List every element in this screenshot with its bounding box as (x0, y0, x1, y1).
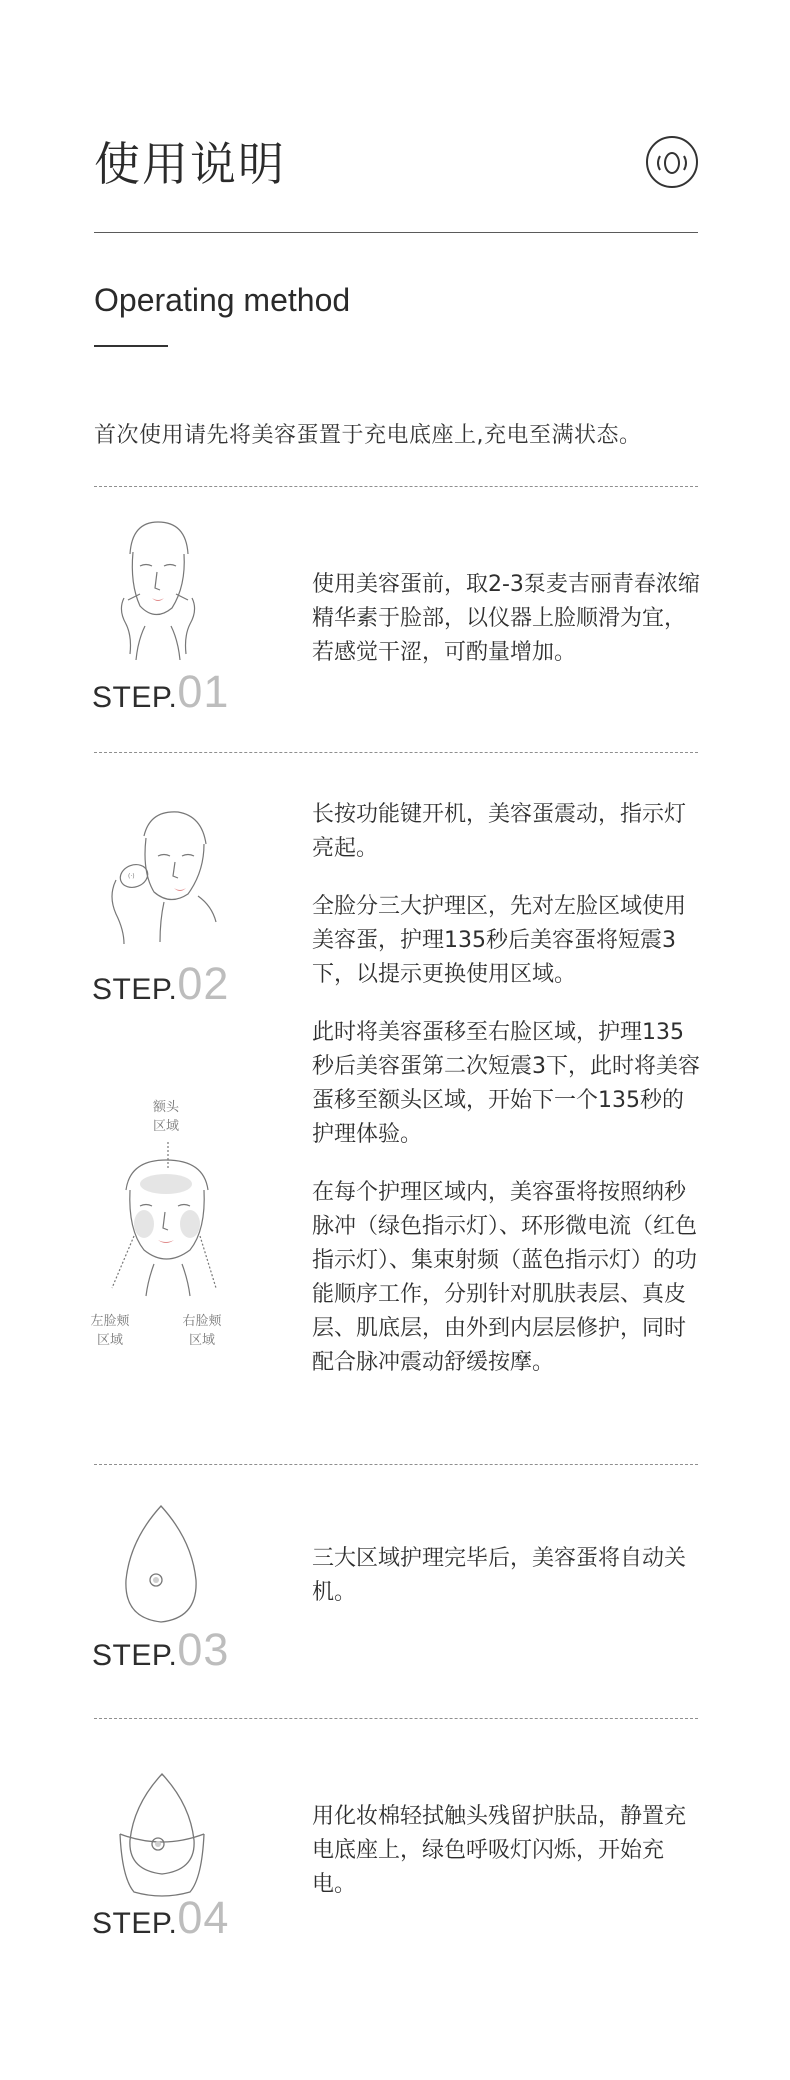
zone-label-right-cheek: 右脸颊 区域 (182, 1314, 222, 1348)
intro-text: 首次使用请先将美容蛋置于充电底座上,充电至满状态。 (94, 423, 642, 448)
step-01-text: 使用美容蛋前，取2-3泵麦吉丽青春浓缩精华素于脸部，以仪器上脸顺滑为宜，若感觉干涩，可酌量增加。 (312, 572, 700, 665)
face-applying-illustration (100, 514, 210, 664)
page-title: 使用说明 (94, 137, 286, 191)
subtitle-underline (94, 345, 168, 347)
svg-text:(·): (·) (128, 873, 135, 880)
beauty-egg-device-illustration (116, 1500, 206, 1630)
step-02-text-1: 长按功能键开机，美容蛋震动，指示灯亮起。 (312, 802, 687, 861)
section-subtitle: Operating method (94, 282, 351, 318)
step-02-text-2: 全脸分三大护理区，先对左脸区域使用美容蛋，护理135秒后美容蛋将短震3下，以提示更换使用区域。 (312, 894, 687, 987)
dashed-divider (94, 1718, 698, 1719)
step-02-text-3: 此时将美容蛋移至右脸区域，护理135秒后美容蛋第二次短震3下，此时将美容蛋移至额头区域，开始下一个135秒的护理体验。 (312, 1020, 700, 1147)
vibrating-egg-icon (645, 135, 699, 189)
step-02-text-4: 在每个护理区域内，美容蛋将按照纳秒脉冲（绿色指示灯）、环形微电流（红色指示灯）、集束射频（蓝色指示灯）的功能顺序工作，分别针对肌肤表层、真皮层、肌底层，由外到内层层修护，同时配合脉冲震动舒缓按摩。 (312, 1180, 698, 1375)
egg-on-charging-base-illustration (112, 1770, 212, 1900)
dashed-divider (94, 486, 698, 487)
dashed-divider (94, 1464, 698, 1465)
step-label-04: STEP.04 (92, 1892, 230, 1943)
step-03-text: 三大区域护理完毕后，美容蛋将自动关机。 (312, 1546, 687, 1605)
face-zones-illustration (104, 1140, 234, 1300)
dashed-divider (94, 752, 698, 753)
step-label-01: STEP.01 (92, 666, 230, 717)
step-label-02: STEP.02 (92, 958, 230, 1009)
step-label-03: STEP.03 (92, 1624, 230, 1675)
zone-label-left-cheek: 左脸颊 区域 (90, 1314, 130, 1348)
zone-label-forehead: 额头 区域 (152, 1100, 179, 1134)
step-04-text: 用化妆棉轻拭触头残留护肤品，静置充电底座上，绿色呼吸灯闪烁，开始充电。 (312, 1804, 687, 1897)
header-divider (94, 232, 698, 233)
face-with-device-illustration (94, 806, 224, 946)
